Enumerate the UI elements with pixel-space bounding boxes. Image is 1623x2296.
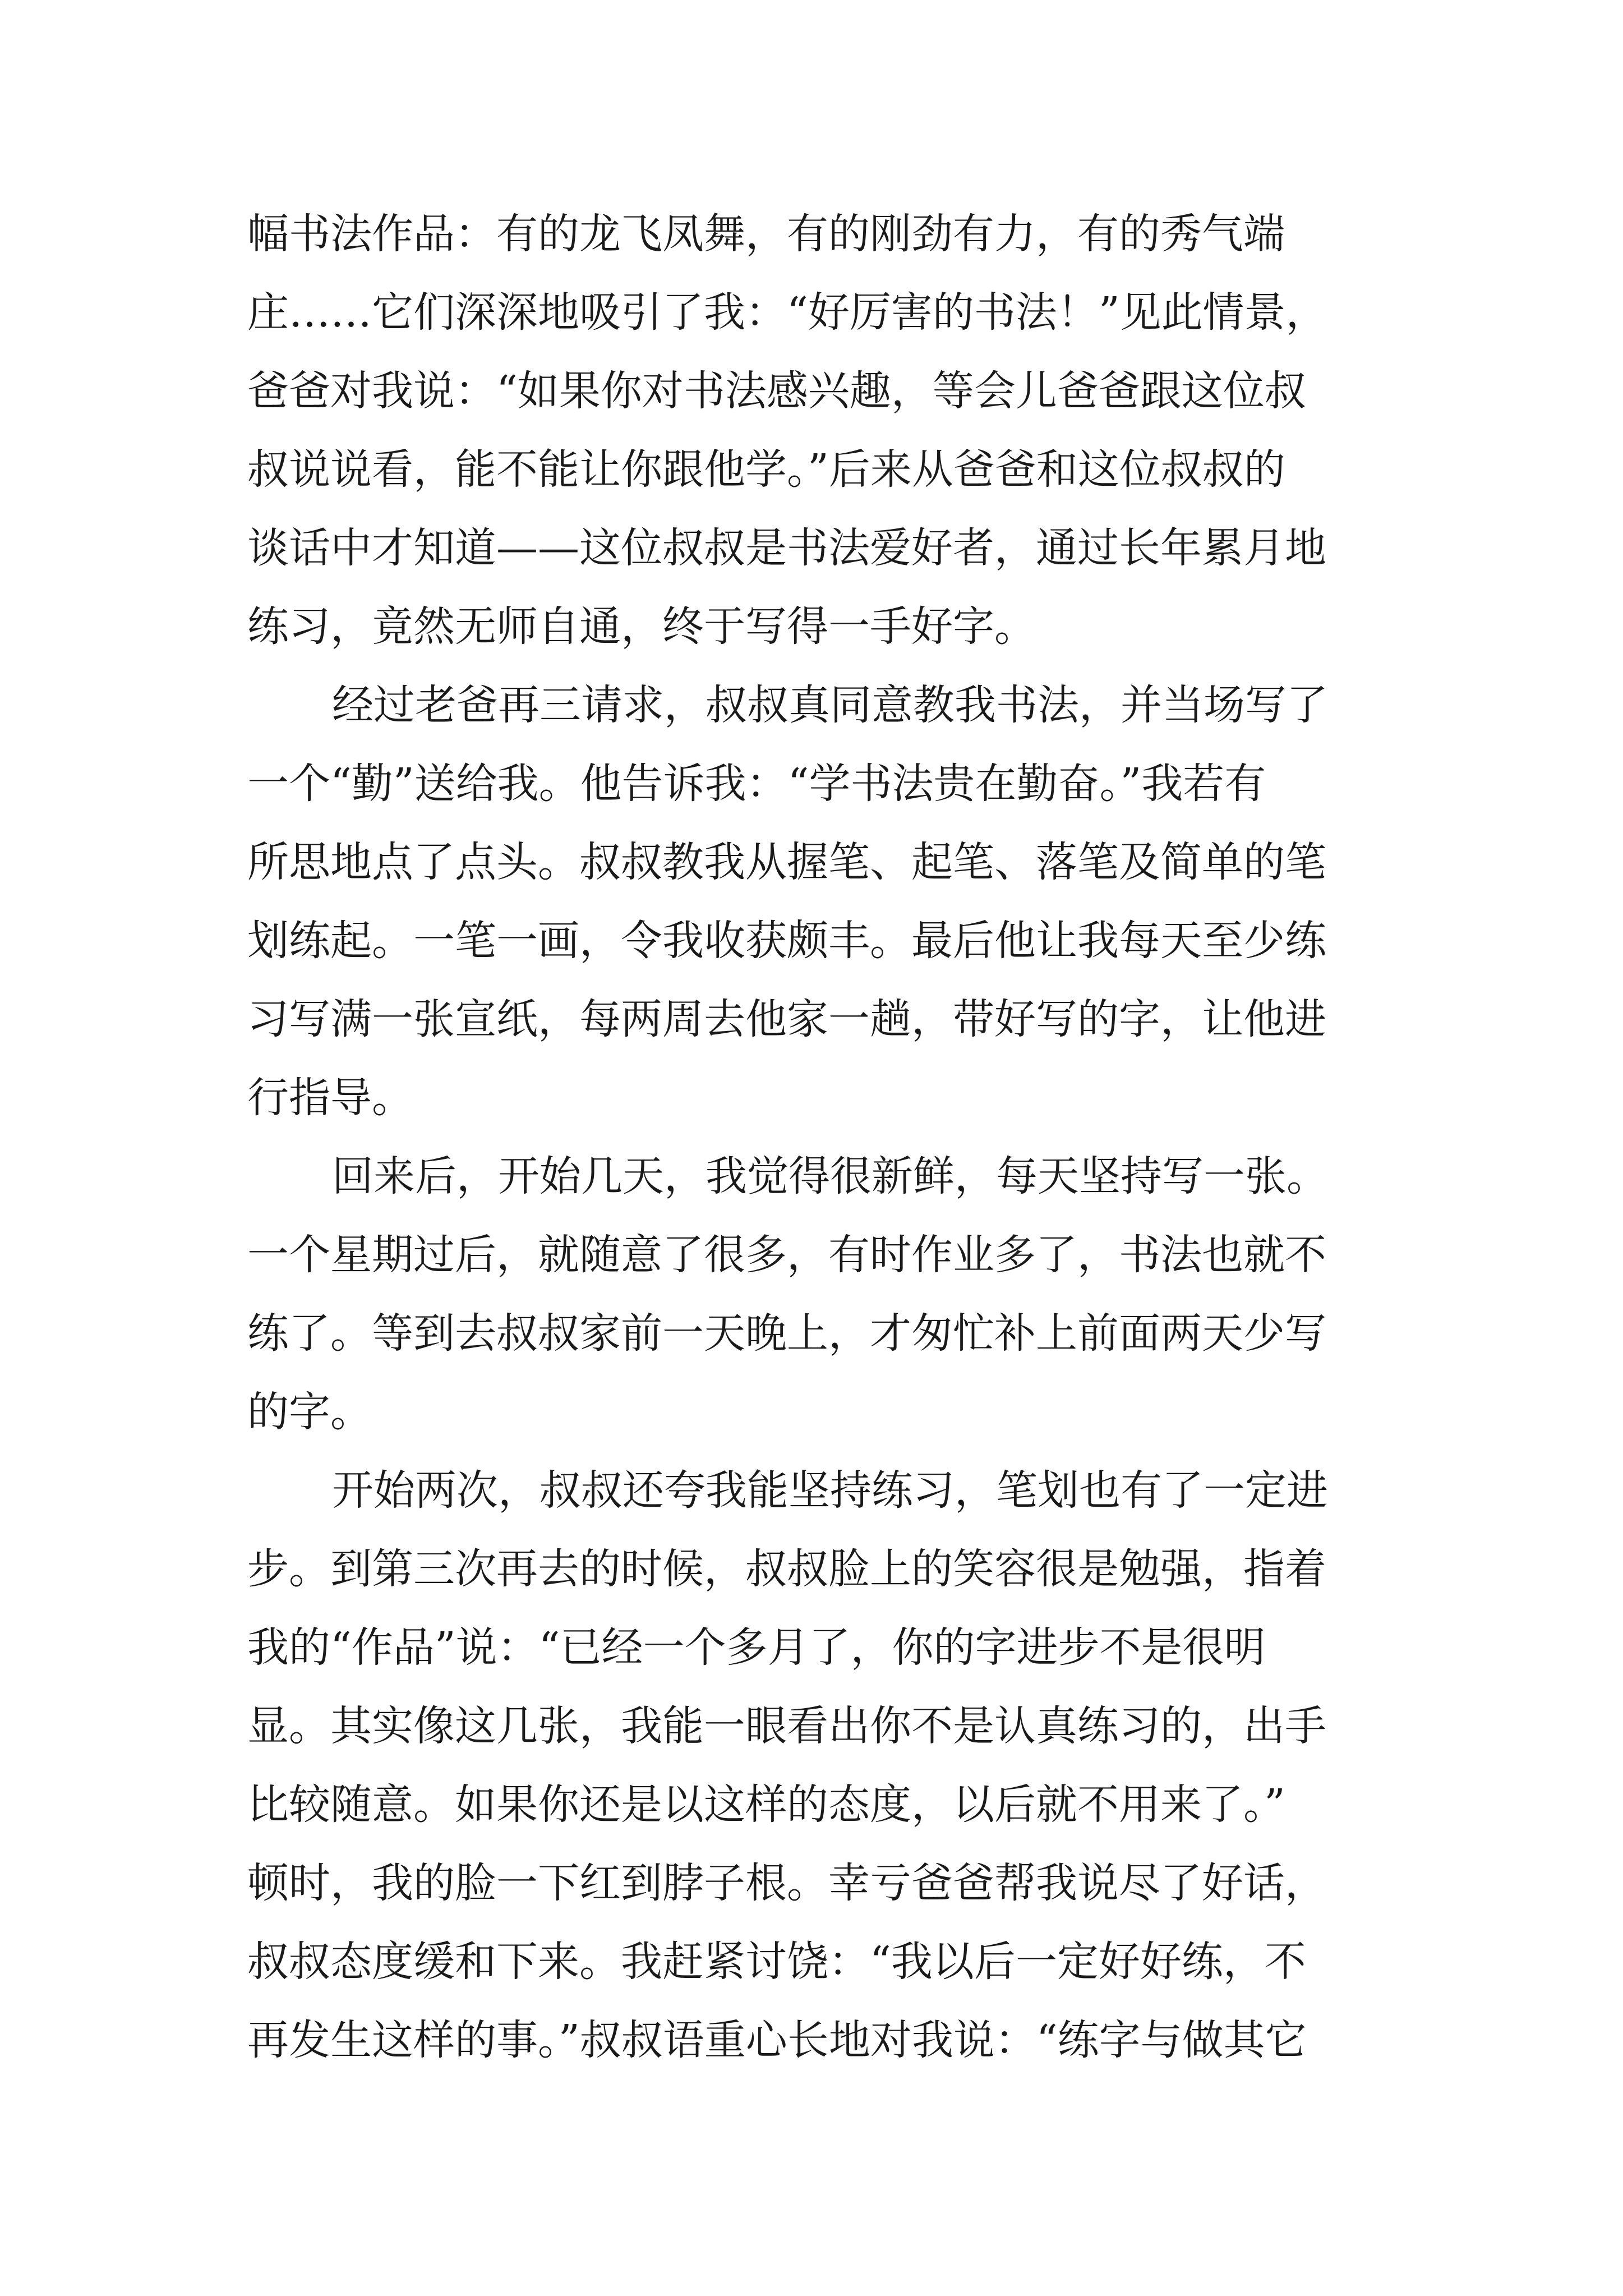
text-line: 叔说说看，能不能让你跟他学。”后来从爸爸和这位叔叔的 xyxy=(247,445,1285,494)
text-line: 爸爸对我说：“如果你对书法感兴趣，等会儿爸爸跟这位叔 xyxy=(247,367,1306,415)
paragraph-first-line: 开始两次，叔叔还夸我能坚持练习，笔划也有了一定进 xyxy=(332,1466,1328,1515)
text-line: 谈话中才知道——这位叔叔是书法爱好者，通过长年累月地 xyxy=(247,524,1326,572)
text-line: 显。其实像这几张，我能一眼看出你不是认真练习的，出手 xyxy=(247,1702,1326,1750)
text-line: 的字。 xyxy=(247,1388,372,1436)
text-line: 顿时，我的脸一下红到脖子根。幸亏爸爸帮我说尽了好话， xyxy=(247,1859,1326,1907)
text-line: 庄……它们深深地吸引了我：“好厉害的书法！”见此情景， xyxy=(247,288,1327,337)
text-line: 练习，竟然无师自通，终于写得一手好字。 xyxy=(247,602,1036,651)
text-line: 习写满一张宣纸，每两周去他家一趟，带好写的字，让他进 xyxy=(247,995,1326,1043)
paragraph-first-line: 经过老爸再三请求，叔叔真同意教我书法，并当场写了 xyxy=(332,681,1328,729)
paragraph-first-line: 回来后，开始几天，我觉得很新鲜，每天坚持写一张。 xyxy=(332,1152,1328,1200)
text-line: 比较随意。如果你还是以这样的态度，以后就不用来了。” xyxy=(247,1780,1285,1829)
text-line: 叔叔态度缓和下来。我赶紧讨饶：“我以后一定好好练，不 xyxy=(247,1938,1306,1986)
text-line: 再发生这样的事。”叔叔语重心长地对我说：“练字与做其它 xyxy=(247,2016,1307,2064)
text-line: 行指导。 xyxy=(247,1074,413,1122)
text-line: 练了。等到去叔叔家前一天晚上，才匆忙补上前面两天少写 xyxy=(247,1309,1326,1358)
text-line: 划练起。一笔一画，令我收获颇丰。最后他让我每天至少练 xyxy=(247,917,1326,965)
text-line: 一个“勤”送给我。他告诉我：“学书法贵在勤奋。”我若有 xyxy=(247,760,1266,808)
text-line: 我的“作品”说：“已经一个多月了，你的字进步不是很明 xyxy=(247,1623,1266,1672)
text-line: 一个星期过后，就随意了很多，有时作业多了，书法也就不 xyxy=(247,1231,1326,1279)
text-line: 所思地点了点头。叔叔教我从握笔、起笔、落笔及简单的笔 xyxy=(247,838,1326,886)
text-line: 步。到第三次再去的时候，叔叔脸上的笑容很是勉强，指着 xyxy=(247,1545,1326,1593)
text-line: 幅书法作品：有的龙飞凤舞，有的刚劲有力，有的秀气端 xyxy=(247,210,1285,258)
